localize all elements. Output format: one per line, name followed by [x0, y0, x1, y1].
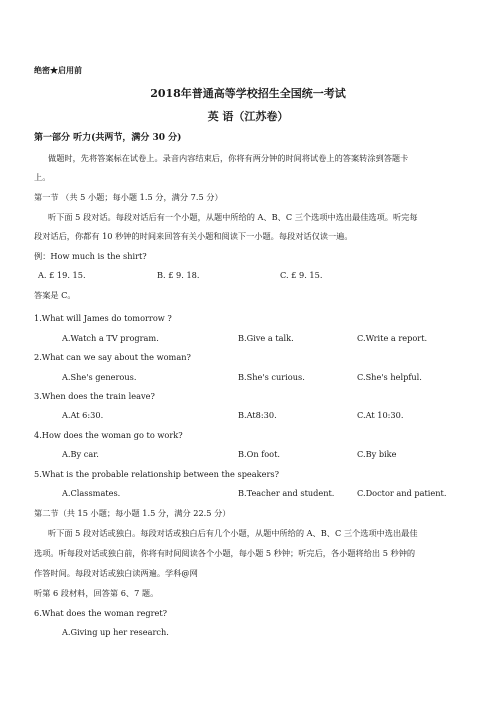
q2-option-c: C.She's helpful.	[357, 372, 422, 382]
q2-option-b: B.She's curious.	[238, 372, 305, 382]
q2-option-a: A.She's generous.	[62, 372, 137, 382]
exam-subtitle: 英 语（江苏卷）	[207, 110, 289, 123]
q4-option-a: A.By car.	[62, 449, 99, 459]
question-5: 5.What is the probable relationship between the speakers?	[34, 469, 279, 479]
q1-option-c: C.Write a report.	[357, 333, 428, 343]
example-option-a: A. £ 19. 15.	[38, 270, 86, 280]
example-answer: 答案是 C。	[34, 290, 76, 300]
section2-instruction-line: 听下面 5 段对话或独白。每段对话或独白后有几个小题，从题中所给的 A、B、C 三个选项中选出最佳	[48, 528, 418, 538]
section1-instruction-line: 段对话后，你都有 10 秒钟的时间来回答有关小题和阅读下一小题。每段对话仅读一遍。	[34, 231, 353, 241]
q5-option-c: C.Doctor and patient.	[357, 488, 447, 498]
example-option-c: C. £ 9. 15.	[280, 270, 323, 280]
section1-instruction-line: 听下面 5 段对话。每段对话后有一个小题，从题中所给的 A、B、C 三个选项中选出最佳选项。听完每	[48, 212, 418, 222]
part1-instruction-line: 做题时，先将答案标在试卷上。录音内容结束后，你将有两分钟的时间将试卷上的答案转涂到答题卡	[48, 153, 409, 163]
q3-option-c: C.At 10:30.	[357, 410, 404, 420]
section2-instruction-line: 选项。听每段对话或独白前，你将有时间阅读各个小题，每小题 5 秒钟；听完后，各小题将给出 5 秒钟的	[34, 548, 416, 558]
section2-instruction-line: 作答时间。每段对话或独白读两遍。学科@网	[34, 568, 198, 578]
part1-heading: 第一部分 听力(共两节，满分 30 分)	[34, 133, 182, 143]
exam-title: 2018年普通高等学校招生全国统一考试	[150, 87, 346, 100]
question-2: 2.What can we say about the woman?	[34, 352, 191, 362]
example-option-b: B. £ 9. 18.	[157, 270, 200, 280]
q4-option-b: B.On foot.	[238, 449, 280, 459]
example-question: 例：How much is the shirt?	[34, 251, 147, 261]
material-note: 听第 6 段材料，回答第 6、7 题。	[34, 588, 159, 598]
q5-option-a: A.Classmates.	[62, 488, 121, 498]
q5-option-b: B.Teacher and student.	[238, 488, 335, 498]
question-6: 6.What does the woman regret?	[34, 608, 168, 618]
q1-option-b: B.Give a talk.	[238, 333, 294, 343]
q1-option-a: A.Watch a TV program.	[62, 333, 159, 343]
q3-option-b: B.At8:30.	[238, 410, 277, 420]
q4-option-c: C.By bike	[357, 449, 397, 459]
q3-option-a: A.At 6:30.	[62, 410, 104, 420]
section1-heading: 第一节 （共 5 小题；每小题 1.5 分，满分 7.5 分）	[34, 192, 223, 202]
question-4: 4.How does the woman go to work?	[34, 430, 183, 440]
question-3: 3.When does the train leave?	[34, 391, 155, 401]
question-1: 1.What will James do tomorrow ?	[34, 313, 172, 323]
section2-heading: 第二节（共 15 小题；每小题 1.5 分，满分 22.5 分）	[34, 508, 231, 518]
q6-option-a: A.Giving up her research.	[62, 627, 169, 637]
confidential-label: 绝密★启用前	[34, 65, 82, 75]
part1-instruction-line: 上。	[34, 172, 51, 182]
